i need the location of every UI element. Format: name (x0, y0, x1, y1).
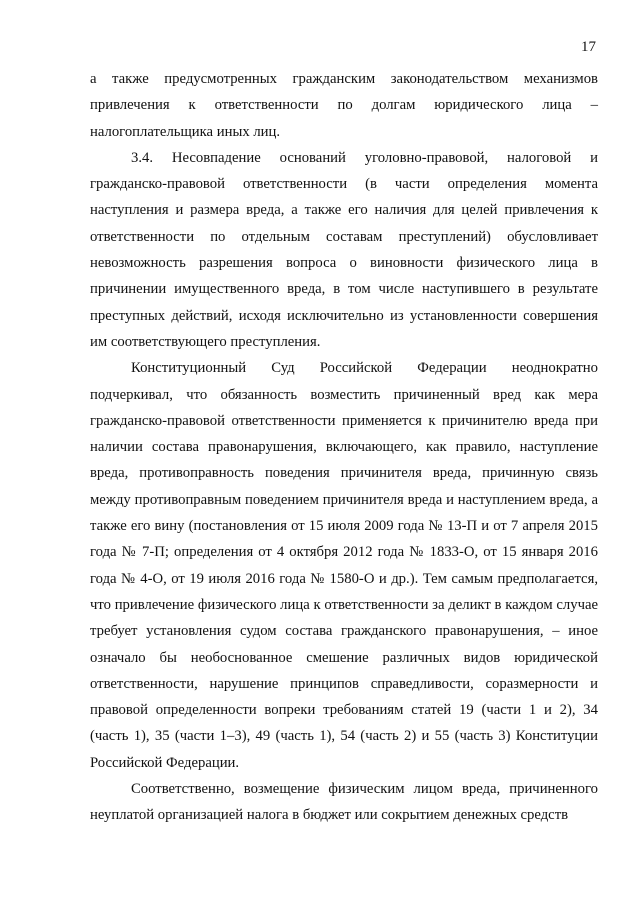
paragraph-section-3-4: 3.4. Несовпадение оснований уголовно-правовой, налоговой и гражданско-правовой ответственности (в части определения момента наступления и размера вреда, а также его наличия для целей привлечения к ответственности по отдельным составам преступлений) обусловливает невозможность разрешения вопроса о виновности физического лица в причинении имущественного вреда, в том числе наступившего в результате преступных действий, исходя исключительно из установленности совершения им соответствующего преступления. (90, 149, 598, 350)
document-body (90, 66, 598, 829)
paragraph-constitutional-court: Конституционный Суд Российской Федерации неоднократно подчеркивал, что обязанность возместить причиненный вред как мера гражданско-правовой ответственности применяется к причинителю вреда при наличии состава правонарушения, включающего, как правило, наступление вреда, противоправность поведения причинителя вреда, причинную связь между противоправным поведением причинителя вреда и наступлением вреда, а также его вину (постановления от 15 июля 2009 года № 13-П и от 7 апреля 2015 года № 7-П; определения от 4 октября 2012 года № 1833-О, от 15 января 2016 года № 4-О, от 19 июля 2016 года № 1580-О и др.). Тем самым предполагается, что привлечение физического лица к ответственности за деликт в каждом случае требует установления судом состава гражданского правонарушения, – иное означало бы необоснованное смешение различных видов юридической ответственности, нарушение принципов справедливости, соразмерности и правовой определенности вопреки требованиям статей 19 (части 1 и 2), 34 (часть 1), 35 (части 1–3), 49 (часть 1), 54 (часть 2) и 55 (часть 3) Конституции Российской Федерации. (90, 360, 598, 771)
page-number: 17 (581, 39, 596, 55)
paragraph-accordingly: Соответственно, возмещение физическим лицом вреда, причиненного неуплатой организацией налога в бюджет или сокрытием денежных средств (90, 781, 598, 824)
paragraph-continuation: а также предусмотренных гражданским законодательством механизмов привлечения к ответственности по долгам юридического лица – налогоплательщика иных лиц. (90, 71, 598, 140)
